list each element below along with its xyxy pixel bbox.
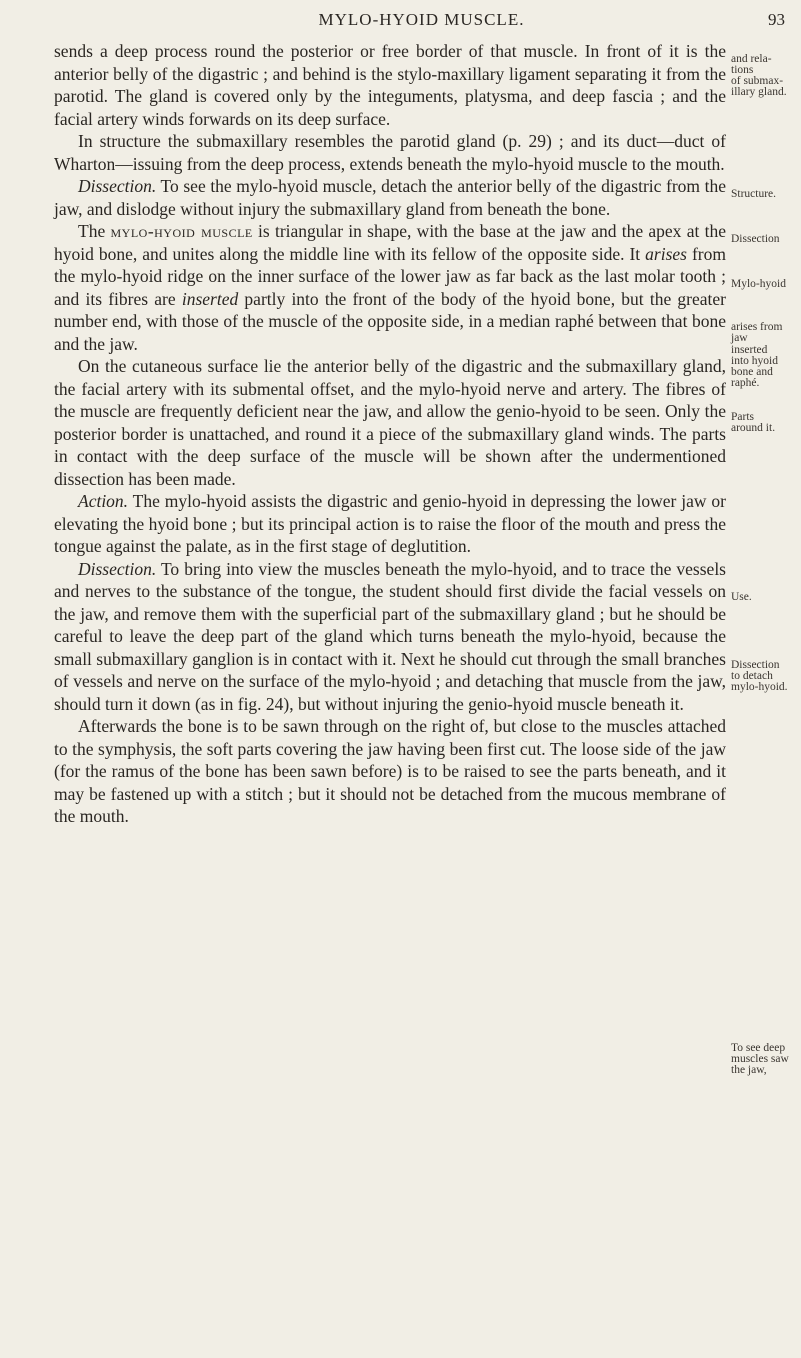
paragraph-p1 xyxy=(54,40,726,130)
margin-note-sn10 xyxy=(731,660,797,693)
margin-note-sn5 xyxy=(731,279,797,290)
margin-note-line: arises from xyxy=(731,321,783,333)
paragraph-p2 xyxy=(54,130,726,175)
paragraph-p8 xyxy=(54,715,726,828)
margin-note-line: Mylo-hyoid xyxy=(731,278,786,290)
text-run: mylo-hyoid muscle xyxy=(110,221,253,241)
margin-note-line: Structure. xyxy=(731,188,777,200)
text-run: partly into the front of the body of the hyoid bone, but the greater number end, with those of the muscle of the opposite side, in a median raphé between that bone and the jaw. xyxy=(54,288,726,354)
text-run: inserted xyxy=(181,288,239,309)
margin-note-sn2 xyxy=(731,76,797,98)
margin-note-line: and rela- xyxy=(731,53,772,65)
paragraph-p5 xyxy=(54,355,726,490)
text-run: Afterwards the bone is to be sawn through on the right of, but close to the muscles attached to the symphysis, the soft parts covering the jaw having been first cut. The loose side of the jaw (for the ramus of the bone has been sawn before) is to be raised to see the parts beneath, and it may be fastened up with a stitch ; but it should not be detached from the mucous membrane of the mouth. xyxy=(54,716,726,826)
margin-note-sn8 xyxy=(731,412,797,434)
running-title: MYLO-HYOID MUSCLE. xyxy=(318,10,525,29)
text-run: is triangular in shape, with the base at the jaw and the apex at the hyoid bone, and unites along the middle line with its fellow of the opposite side. It xyxy=(54,221,726,264)
margin-note-line: Dissection xyxy=(731,233,780,245)
page-header xyxy=(54,10,789,36)
margin-note-line: inserted xyxy=(731,344,768,356)
margin-note-line: Dissection xyxy=(731,659,780,671)
paragraph-p6 xyxy=(54,490,726,558)
margin-note-line: around it. xyxy=(731,422,776,434)
text-run: To bring into view the muscles beneath the mylo-hyoid, and to trace the vessels and nerves to the substance of the tongue, the student should first divide the facial vessels on the jaw, and remove them with the superficial part of the submaxillary gland ; but he should be careful to leave the deep part of the gland which turns beneath the mylo-hyoid, because the small submaxillary ganglion is in contact with it. Next he should cut through the small branches of vessels and nerve on the surface of the mylo-hyoid ; and detaching that muscle from the jaw, should turn it down (as in fig. 24), but without injuring the genio-hyoid muscle beneath it. xyxy=(54,558,726,714)
margin-note-sn7 xyxy=(731,345,797,389)
paragraph-p3 xyxy=(54,175,726,220)
margin-note-sn4 xyxy=(731,234,797,245)
margin-note-line: jaw xyxy=(731,332,748,344)
text-run: arises xyxy=(645,243,687,264)
margin-note-sn9 xyxy=(731,592,797,603)
paragraph-p7 xyxy=(54,558,726,716)
margin-note-line: into hyoid xyxy=(731,355,778,367)
text-run: Dissection. xyxy=(78,176,157,196)
text-run: In structure the submaxillary resembles the parotid gland (p. 29) ; and its duct—duct of Wharton—issuing from the deep process, extends beneath the mylo-hyoid muscle to the mouth. xyxy=(54,131,726,174)
text-run: from the mylo-hyoid ridge on the inner surface of the lower jaw as far back as the last molar tooth ; and its fibres are xyxy=(54,243,726,309)
margin-note-line: muscles saw xyxy=(731,1053,789,1065)
text-run: To see the mylo-hyoid muscle, detach the anterior belly of the digastric from the jaw, and dislodge without injury the submaxillary gland from beneath the bone. xyxy=(54,176,726,219)
text-run: The xyxy=(78,221,111,241)
margin-note-sn6 xyxy=(731,322,797,344)
margin-note-sn11 xyxy=(731,1043,797,1076)
margin-note-line: mylo-hyoid. xyxy=(731,681,788,693)
text-run: On the cutaneous surface lie the anterior belly of the digastric and the submaxillary gland, the facial artery with its submental offset, and the mylo-hyoid nerve and artery. The fibres of the muscle are frequently deficient near the jaw, and allow the genio-hyoid to be seen. Only the posterior border is unattached, and round it a piece of the submaxillary gland winds. The parts in contact with the deep surface of the muscle will be shown after the undermentioned dissection has been made. xyxy=(54,356,726,489)
margin-note-line: bone and xyxy=(731,366,773,378)
margin-note-line: of submax- xyxy=(731,75,784,87)
margin-note-line: illary gland. xyxy=(731,86,787,98)
text-run: sends a deep process round the posterior or free border of that muscle. In front of it is the anterior belly of the digastric ; and behind is the stylo-maxillary ligament separating it from the parotid. The gland is covered only by the integuments, platysma, and deep fascia ; and the facial artery winds forwards on its deep surface. xyxy=(54,41,726,129)
margin-note-line: tions xyxy=(731,64,754,76)
margin-note-line: Parts xyxy=(731,411,754,423)
margin-note-line: Use. xyxy=(731,591,752,603)
page-number: 93 xyxy=(768,10,785,29)
margin-note-line: the jaw, xyxy=(731,1064,767,1076)
margin-note-line: raphé. xyxy=(731,377,760,389)
text-run: Action. xyxy=(78,491,129,511)
margin-note-sn3 xyxy=(731,189,797,200)
body-text xyxy=(54,40,726,828)
margin-note-line: to detach xyxy=(731,670,773,682)
text-run: The mylo-hyoid assists the digastric and genio-hyoid in depressing the lower jaw or elevating the hyoid bone ; but its principal action is to raise the floor of the mouth and press the tongue against the palate, as in the first stage of deglutition. xyxy=(54,491,726,556)
paragraph-p4 xyxy=(54,220,726,355)
margin-note-line: To see deep xyxy=(731,1042,786,1054)
text-run: Dissection. xyxy=(78,558,157,579)
margin-note-sn1 xyxy=(731,54,797,76)
